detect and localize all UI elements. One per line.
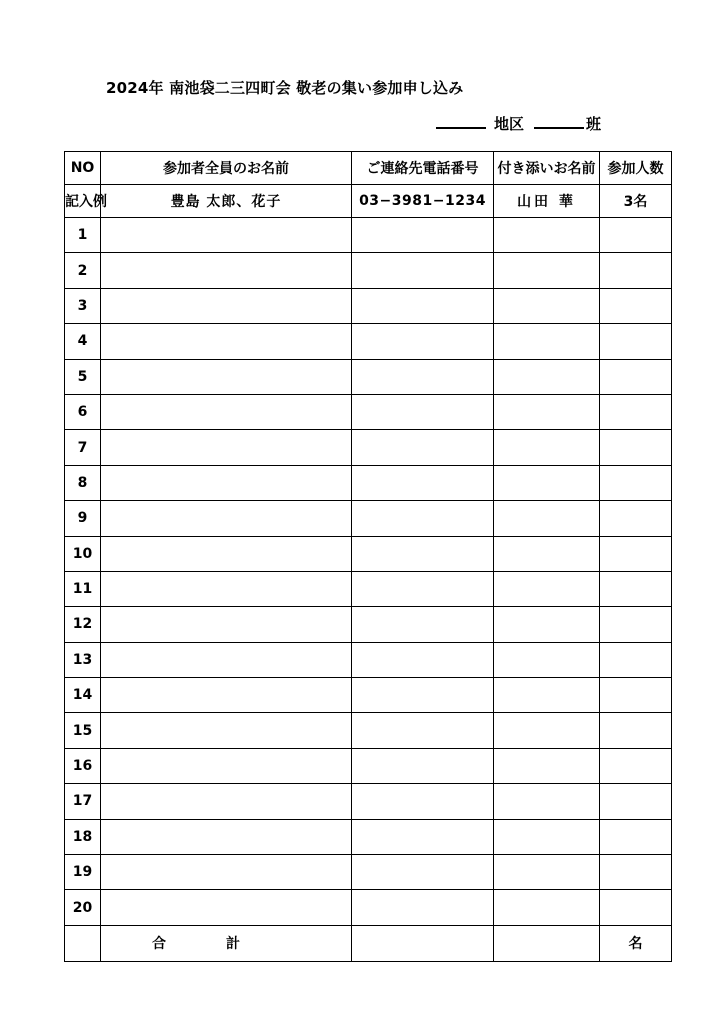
phone-cell[interactable] [352,784,494,819]
row-number: 10 [65,536,101,571]
attendant-cell[interactable] [494,501,600,536]
table-row [65,855,672,890]
name-cell[interactable] [101,536,352,571]
count-cell[interactable] [600,890,672,925]
phone-cell[interactable] [352,890,494,925]
form-title: 2024年 南池袋二三四町会 敬老の集い参加申し込み [106,79,464,97]
column-header-attendant: 付き添いお名前 [494,152,600,185]
attendant-cell[interactable] [494,890,600,925]
attendant-cell[interactable] [494,465,600,500]
table-row [65,536,672,571]
name-cell[interactable] [101,890,352,925]
name-cell[interactable] [101,288,352,323]
phone-cell[interactable] [352,394,494,429]
attendant-cell[interactable] [494,218,600,253]
row-number: 4 [65,324,101,359]
row-number: 11 [65,571,101,606]
phone-cell[interactable] [352,465,494,500]
count-cell[interactable] [600,288,672,323]
phone-cell[interactable] [352,536,494,571]
total-row [65,925,672,961]
row-number: 20 [65,890,101,925]
table-row [65,571,672,606]
phone-cell[interactable] [352,288,494,323]
column-header-count: 参加人数 [600,152,672,185]
phone-cell[interactable] [352,607,494,642]
table-row [65,501,672,536]
table-row [65,819,672,854]
total-count[interactable]: 名 [600,925,672,961]
row-number: 14 [65,678,101,713]
attendant-cell[interactable] [494,642,600,677]
row-number: 1 [65,218,101,253]
table-row [65,890,672,925]
name-cell[interactable] [101,678,352,713]
name-cell[interactable] [101,253,352,288]
district-blank[interactable] [436,115,486,129]
count-cell[interactable] [600,465,672,500]
total-no-cell [65,925,101,961]
row-number: 5 [65,359,101,394]
total-phone-cell [352,925,494,961]
phone-cell[interactable] [352,642,494,677]
attendant-cell[interactable] [494,253,600,288]
count-cell[interactable] [600,394,672,429]
name-cell[interactable] [101,855,352,890]
total-label: 合計 [101,925,352,961]
example-count: 3名 [600,185,672,218]
name-cell[interactable] [101,642,352,677]
attendant-cell[interactable] [494,571,600,606]
group-blank[interactable] [534,115,584,129]
row-number: 6 [65,394,101,429]
count-cell[interactable] [600,430,672,465]
column-header-phone: ご連絡先電話番号 [352,152,494,185]
attendant-cell[interactable] [494,430,600,465]
table-row [65,678,672,713]
name-cell[interactable] [101,784,352,819]
table-row [65,218,672,253]
row-number: 13 [65,642,101,677]
count-cell[interactable] [600,784,672,819]
name-cell[interactable] [101,359,352,394]
table-row [65,642,672,677]
example-phone: 03−3981−1234 [352,185,494,218]
attendant-cell[interactable] [494,713,600,748]
count-cell[interactable] [600,359,672,394]
phone-cell[interactable] [352,430,494,465]
phone-cell[interactable] [352,359,494,394]
table-row [65,430,672,465]
name-cell[interactable] [101,571,352,606]
phone-cell[interactable] [352,855,494,890]
column-header-no: NO [65,152,101,185]
count-cell[interactable] [600,253,672,288]
name-cell[interactable] [101,607,352,642]
group-label: 班 [586,115,602,133]
name-cell[interactable] [101,430,352,465]
table-row [65,253,672,288]
example-name: 豊島 太郎、花子 [101,185,352,218]
name-cell[interactable] [101,218,352,253]
table-row [65,607,672,642]
count-cell[interactable] [600,748,672,783]
table-row [65,465,672,500]
phone-cell[interactable] [352,678,494,713]
attendant-cell[interactable] [494,819,600,854]
table-row [65,784,672,819]
count-cell[interactable] [600,819,672,854]
row-number: 18 [65,819,101,854]
table-row [65,359,672,394]
row-number: 8 [65,465,101,500]
name-cell[interactable] [101,819,352,854]
example-attendant: 山田 華 [494,185,600,218]
table-row [65,748,672,783]
name-cell[interactable] [101,748,352,783]
count-cell[interactable] [600,713,672,748]
row-number: 3 [65,288,101,323]
table-row [65,324,672,359]
phone-cell[interactable] [352,819,494,854]
count-cell[interactable] [600,607,672,642]
count-cell[interactable] [600,501,672,536]
attendant-cell[interactable] [494,288,600,323]
table-row [65,288,672,323]
count-cell[interactable] [600,536,672,571]
attendant-cell[interactable] [494,748,600,783]
column-header-name: 参加者全員のお名前 [101,152,352,185]
row-number: 15 [65,713,101,748]
name-cell[interactable] [101,713,352,748]
row-number: 9 [65,501,101,536]
phone-cell[interactable] [352,253,494,288]
registration-table [64,151,672,962]
attendant-cell[interactable] [494,536,600,571]
table-row [65,394,672,429]
row-number: 12 [65,607,101,642]
name-cell[interactable] [101,501,352,536]
phone-cell[interactable] [352,324,494,359]
attendant-cell[interactable] [494,678,600,713]
phone-cell[interactable] [352,501,494,536]
row-number: 17 [65,784,101,819]
count-cell[interactable] [600,218,672,253]
attendant-cell[interactable] [494,607,600,642]
table-row [65,713,672,748]
count-cell[interactable] [600,571,672,606]
phone-cell[interactable] [352,571,494,606]
name-cell[interactable] [101,324,352,359]
count-cell[interactable] [600,324,672,359]
district-label: 地区 [494,115,525,133]
example-row [65,185,672,218]
attendant-cell[interactable] [494,855,600,890]
name-cell[interactable] [101,394,352,429]
attendant-cell[interactable] [494,359,600,394]
row-number: 2 [65,253,101,288]
phone-cell[interactable] [352,748,494,783]
row-number: 7 [65,430,101,465]
example-label: 記入例 [65,185,101,218]
row-number: 16 [65,748,101,783]
attendant-cell[interactable] [494,324,600,359]
attendant-cell[interactable] [494,784,600,819]
total-attendant-cell [494,925,600,961]
count-cell[interactable] [600,855,672,890]
table-header-row [65,152,672,185]
name-cell[interactable] [101,465,352,500]
district-group-line [436,113,601,134]
count-cell[interactable] [600,678,672,713]
phone-cell[interactable] [352,218,494,253]
phone-cell[interactable] [352,713,494,748]
row-number: 19 [65,855,101,890]
attendant-cell[interactable] [494,394,600,429]
count-cell[interactable] [600,642,672,677]
